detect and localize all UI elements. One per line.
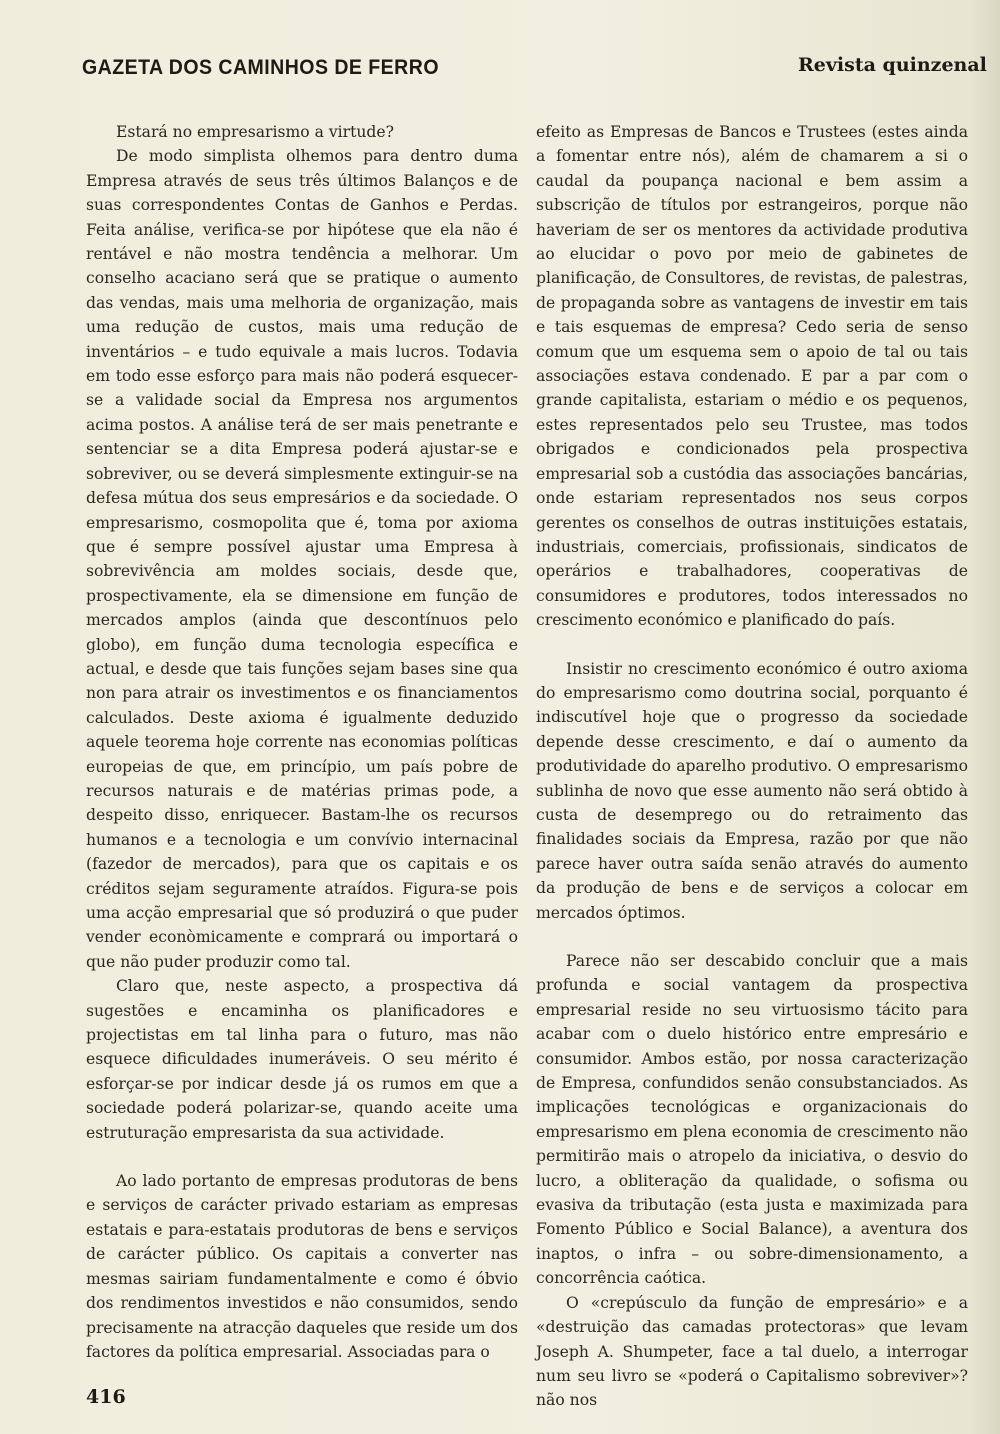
paragraph: Estará no empresarismo a virtude? [116,123,394,141]
paragraph: O «crepúsculo da função de empresário» e a «destruição das camadas protectoras» que levam Joseph A. Shumpeter, face a tal duelo, a interrogar num seu livro se «poderá o Capitalismo sobreviver»? não nos [536,1293,968,1410]
left-column [86,120,518,1364]
paragraph: efeito as Empresas de Bancos e Trustees (estes ainda a fomentar entre nós), além de chamarem a si o caudal da poupança nacional e bem assim a subscrição de títulos por estrangeiros, porque não haveriam de ser os mentores da actividade produtiva ao elucidar o povo por meio de gabinetes de planificação, de Consultores, de revistas, de palestras, de propaganda sobre as vantagens de investir em tais e tais esquemas de empresa? Cedo seria de senso comum que um esquema sem o apoio de tal ou tais associações estava condenado. E par a par com o grande capitalista, estariam o médio e os pequenos, estes representados pelo seu Trustee, mas todos obrigados e condicionados pela prospectiva empresarial sob a custódia das associações bancárias, onde estariam representados nos seus corpos gerentes os conselhos de outras instituições estatais, industriais, comerciais, profissionais, sindicatos de operários e trabalhadores, cooperativas de consumidores e produtores, todos interessados no crescimento económico e planificado do país. [536,123,968,630]
publication-subtitle: Revista quinzenal [798,54,987,76]
right-column [536,120,968,1413]
paragraph: Parece não ser descabido concluir que a mais profunda e social vantagem da prospectiva empresarial reside no seu virtuosismo tácito para acabar com o duelo histórico entre empresário e consumidor. Ambos estão, por nossa caracterização de Empresa, confundidos senão consubstanciados. As implicações tecnológicas e organizacionais do empresarismo em plena economia de crescimento não permitirão mais o atropelo da iniciativa, o desvio do lucro, a obliteração da qualidade, o sofisma ou evasiva da tributação (esta justa e maximizada para Fomento Público e Social Balance), a aventura dos inaptos, o infra – ou sobre-dimensionamento, a concorrência caótica. [536,952,968,1288]
paragraph: Insistir no crescimento económico é outro axioma do empresarismo como doutrina social, porquanto é indiscutível hoje que o progresso da sociedade depende desse crescimento, e daí o aumento da produtividade do aparelho produtivo. O empresarismo sublinha de novo que esse aumento não será obtido à custa de desemprego ou do retraimento das finalidades sociais da Empresa, razão por que não parece haver outra saída senão através do aumento da produção de bens e de serviços a colocar em mercados óptimos. [536,659,968,922]
publication-title: GAZETA DOS CAMINHOS DE FERRO [82,56,439,79]
paragraph: Ao lado portanto de empresas produtoras de bens e serviços de carácter privado estariam as empresas estatais e para-estatais produtoras de bens e serviços de carácter público. Os capitais a converter nas mesmas sairiam fundamentalmente e como é óbvio dos rendimentos investidos e não consumidos, sendo precisamente na atracção daqueles que reside um dos factores da política empresarial. Associadas para o [86,1172,518,1361]
paragraph: Claro que, neste aspecto, a prospectiva dá sugestões e encaminha os planificadores e projectistas em tal linha para o futuro, mas não esquece dificuldades inumeráveis. O seu mérito é esforçar-se por indicar desde já os rumos em que a sociedade poderá polarizar-se, quando aceite uma estruturação empresarista da sua actividade. [86,977,518,1142]
page-number: 416 [86,1386,126,1408]
paragraph: De modo simplista olhemos para dentro duma Empresa através de seus três últimos Balanços e de suas correspondentes Contas de Ganhos e Perdas. Feita análise, verifica-se por hipótese que ela não é rentável e não mostra tendência a melhorar. Um conselho acaciano será que se pratique o aumento das vendas, mais uma melhoria de organização, mais uma redução de custos, mais uma redução de inventários – e tudo equivale a mais lucros. Todavia em todo esse esforço para mais não poderá esquecer-se a validade social da Empresa nos argumentos acima postos. A análise terá de ser mais penetrante e sentenciar se a dita Empresa poderá ajustar-se e sobreviver, ou se deverá simplesmente extinguir-se na defesa mútua dos seus empresários e da sociedade. O empresarismo, cosmopolita que é, toma por axioma que é sempre possível ajustar uma Empresa à sobrevivência am moldes sociais, desde que, prospectivamente, ela se dimensione em função de mercados amplos (ainda que descontínuos pelo globo), em função duma tecnologia específica e actual, e desde que tais funções sejam bases sine qua non para atrair os investimentos e os financiamentos calculados. Deste axioma é igualmente deduzido aquele teorema hoje corrente nas economias políticas europeias de que, em princípio, um país pobre de recursos naturais e de matérias primas pode, a despeito disso, enriquecer. Bastam-lhe os recursos humanos e a tecnologia e um convívio internacinal (fazedor de mercados), para que os capitais e os créditos sejam seguramente atraídos. Figura-se pois uma acção empresarial que só produzirá o que puder vender econòmicamente e comprará ou importará o que não puder produzir como tal. [86,147,518,971]
